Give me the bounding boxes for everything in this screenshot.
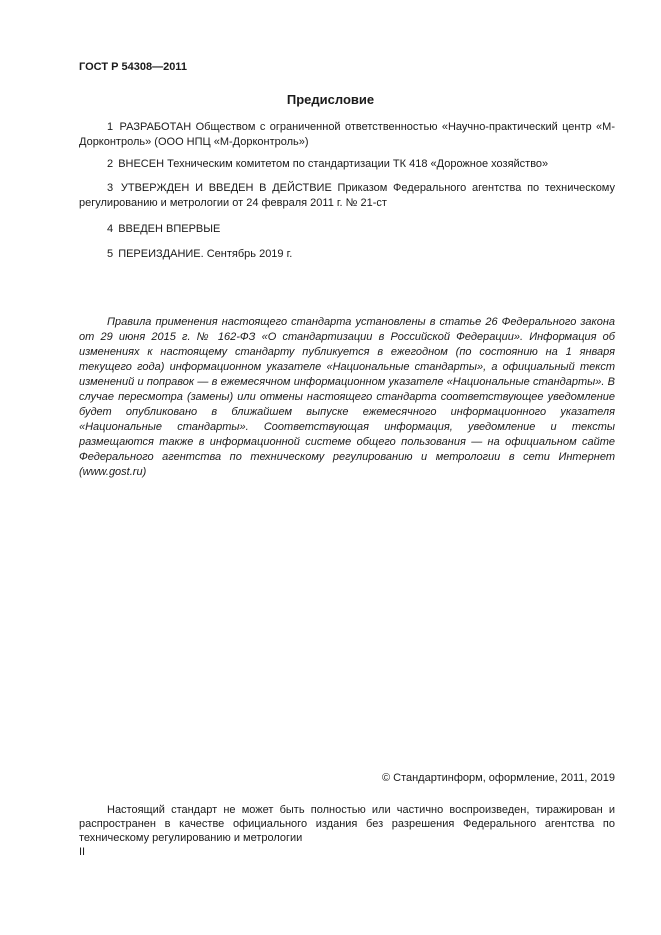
foreword-item-1 — [79, 120, 615, 150]
foreword-item-4 — [79, 222, 615, 237]
foreword-item-3 — [79, 181, 615, 211]
usage-notice-text: Правила применения настоящего стандарта установлены в статье 26 Федерального закона от 29 июня 2015 г. № 162-ФЗ «О стандартизации в Российской Федерации». Информация об изменениях к настоящему стандарту публикуется в ежегодном (по состоянию на 1 января текущего года) информационном указателе «Национальные стандарты», а официальный текст изменений и поправок — в ежемесячном информационном указателе «Национальные стандарты». В случае пересмотра (замены) или отмены настоящего стандарта соответствующее уведомление будет опубликовано в ближайшем выпуске ежемесячного информационного указателя «Национальные стандарты». Соответствующая информация, уведомление и тексты размещаются также в информационной системе общего пользования — на официальном сайте Федерального агентства по техническому регулированию и метрологии в сети Интернет (www.gost.ru) — [79, 316, 615, 478]
foreword-item-5 — [79, 247, 615, 262]
usage-notice — [79, 315, 615, 480]
item-number: 1 — [107, 121, 114, 133]
foreword-item-2 — [79, 157, 615, 172]
item-number: 4 — [107, 223, 114, 235]
item-number: 5 — [107, 248, 114, 260]
reproduction-notice: Настоящий стандарт не может быть полностью или частично воспроизведен, тиражирован и распространен в качестве официального издания без разрешения Федерального агентства по техническому регулированию и метрологии — [79, 804, 615, 844]
item-number: 2 — [107, 158, 114, 170]
item-number: 3 — [107, 182, 114, 194]
page-number: II — [79, 846, 86, 858]
page-title: Предисловие — [286, 92, 375, 107]
item-text: ВВЕДЕН ВПЕРВЫЕ — [118, 223, 221, 235]
item-text: ВНЕСЕН Техническим комитетом по стандартизации ТК 418 «Дорожное хозяйство» — [118, 158, 549, 170]
item-text: РАЗРАБОТАН Обществом с ограниченной ответственностью «Научно-практический центр «М-Дорконтроль» (ООО НПЦ «М-Дорконтроль») — [79, 121, 615, 148]
item-text: ПЕРЕИЗДАНИЕ. Сентябрь 2019 г. — [118, 248, 293, 260]
item-text: УТВЕРЖДЕН И ВВЕДЕН В ДЕЙСТВИЕ Приказом Федерального агентства по техническому регулированию и метрологии от 24 февраля 2011 г. № 21-ст — [79, 182, 615, 209]
copyright: © Стандартинформ, оформление, 2011, 2019 — [381, 772, 615, 784]
document-id: ГОСТ Р 54308—2011 — [79, 61, 187, 73]
